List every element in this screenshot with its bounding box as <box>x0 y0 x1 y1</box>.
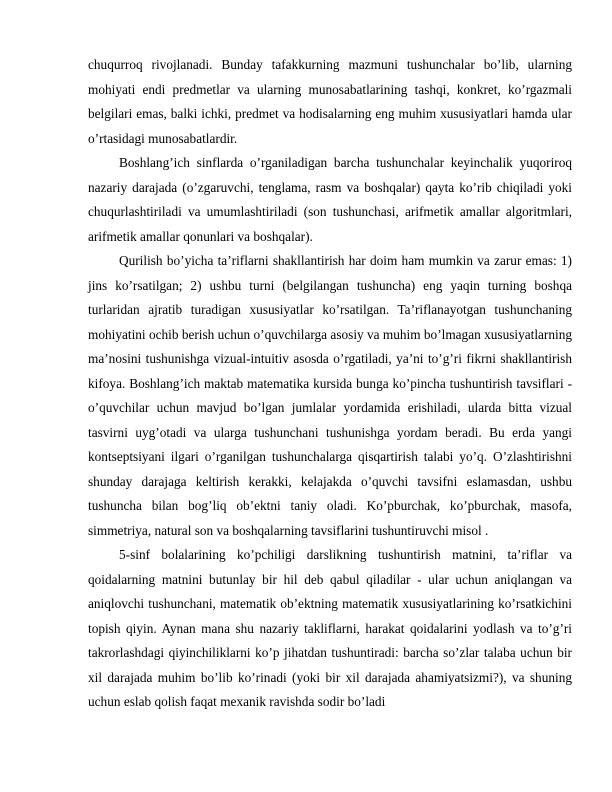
body-text <box>88 53 572 715</box>
paragraph: 5-sinf bolalarining ko’pchiligi darslikning tushuntirish matnini, ta’riflar va qoidalarning matnini butunlay bir hil deb qabul qiladilar - ular uchun aniqlangan va aniqlovchi tushunchani, matematik ob’ektning matematik xususiyatlarining ko’rsatkichini topish qiyin. Aynan mana shu nazariy takliflarni, harakat qoidalarini yodlash va to’g’ri takrorlashdagi qiyinchiliklarni ko’p jihatdan tushuntiradi: barcha so’zlar talaba uchun bir xil darajada muhim bo’lib ko’rinadi (yoki bir xil darajada ahamiyatsizmi?), va shuning uchun eslab qolish faqat mexanik ravishda sodir bo’ladi <box>88 547 572 709</box>
paragraph: Qurilish bo’yicha ta’riflarni shakllantirish har doim ham mumkin va zarur emas: 1) jins ko’rsatilgan; 2) ushbu turni (belgilangan tushuncha) eng yaqin turning boshqa turlaridan ajratib turadigan xususiyatlar ko’rsatilgan. Ta’riflanayotgan tushunchaning mohiyatini ochib berish uchun o’quvchilarga asosiy va muhim bo’lmagan xususiyatlarning ma’nosini tushunishga vizual-intuitiv asosda o’rgatiladi, ya’ni to’g’ri fikrni shakllantirish kifoya. Boshlang’ich maktab matematika kursida bunga ko’pincha tushuntirish tavsiflari - o’quvchilar uchun mavjud bo’lgan jumlalar yordamida erishiladi, ularda bitta vizual tasvirni uyg’otadi va ularga tushunchani tushunishga yordam beradi. Bu erda yangi kontseptsiyani ilgari o’rganilgan tushunchalarga qisqartirish talabi yo’q. O’zlashtirishni shunday darajaga keltirish kerakki, kelajakda o’quvchi tavsifni eslamasdan, ushbu tushuncha bilan bog’liq ob’ektni taniy oladi. Ko’pburchak, ko’pburchak, masofa, simmetriya, natural son va boshqalarning tavsiflarini tushuntiruvchi misol . <box>88 253 572 538</box>
paragraph-continuation: chuqurroq rivojlanadi. Bunday tafakkurning mazmuni tushunchalar bo’lib, ularning mohiyati endi predmetlar va ularning munosabatlarining tashqi, konkret, ko’rgazmali belgilari emas, balki ichki, predmet va hodisalarning eng muhim xususiyatlari hamda ular o’rtasidagi munosabatlardir. <box>88 57 572 146</box>
paragraph: Boshlang’ich sinflarda o’rganiladigan barcha tushunchalar keyinchalik yuqoriroq nazariy darajada (o’zgaruvchi, tenglama, rasm va boshqalar) qayta ko’rib chiqiladi yoki chuqurlashtiriladi va umumlashtiriladi (son tushunchasi, arifmetik amallar algoritmlari, arifmetik amallar qonunlari va boshqalar). <box>88 155 572 244</box>
